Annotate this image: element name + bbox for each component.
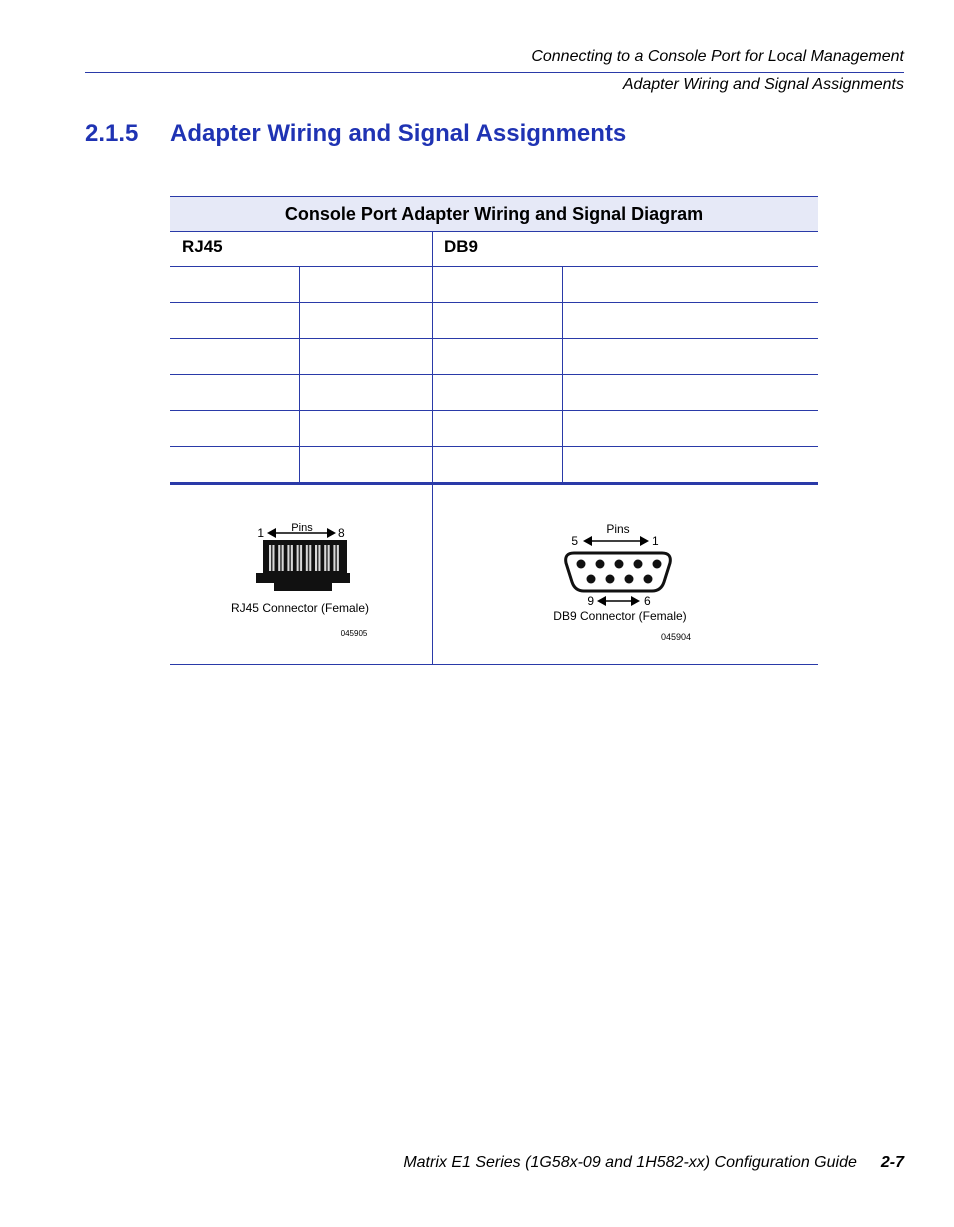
rj45-pins-label: Pins [291, 522, 313, 534]
column-header-rj45: RJ45 [182, 237, 223, 256]
section-number: 2.1.5 [85, 120, 139, 147]
table-body [170, 267, 818, 483]
rj45-connector-body [256, 540, 350, 591]
db9-pins-label: Pins [606, 522, 630, 536]
db9-bottom-pins-arrow [597, 596, 640, 606]
table-row [170, 339, 818, 375]
rj45-connector-figure [170, 485, 432, 664]
db9-connector-shell [566, 553, 671, 591]
running-header-section: Adapter Wiring and Signal Assignments [622, 76, 904, 93]
db9-pin-top-left: 5 [571, 534, 578, 548]
table-row [170, 375, 818, 411]
db9-connector-figure [432, 485, 818, 664]
connector-figures-row [170, 485, 818, 665]
running-header-chapter: Connecting to a Console Port for Local Management [531, 48, 904, 65]
db9-pin-top-right: 1 [652, 534, 659, 548]
table-caption: Console Port Adapter Wiring and Signal Diagram [170, 196, 818, 232]
table-row [170, 447, 818, 483]
rj45-caption: RJ45 Connector (Female) [230, 601, 370, 615]
rj45-pin-first: 1 [257, 526, 264, 540]
section-title: Adapter Wiring and Signal Assignments [170, 120, 627, 147]
section-heading [85, 120, 626, 148]
db9-caption: DB9 Connector (Female) [553, 609, 687, 623]
page-footer [403, 1154, 904, 1172]
db9-top-pins-arrow [583, 536, 649, 546]
table-row [170, 303, 818, 339]
rj45-figure-id: 045905 [340, 629, 368, 638]
rj45-pin-last: 8 [338, 526, 345, 540]
db9-figure-id: 045904 [660, 632, 692, 642]
page-number: 2-7 [880, 1154, 904, 1171]
db9-pin-bottom-left: 9 [587, 594, 594, 608]
header-rule [85, 72, 904, 73]
db9-pin-bottom-right: 6 [644, 594, 651, 608]
table-row [170, 411, 818, 447]
wiring-table [170, 196, 818, 665]
table-row [170, 267, 818, 303]
table-column-headers [170, 232, 818, 267]
footer-title: Matrix E1 Series (1G58x-09 and 1H582-xx) Configuration Guide [403, 1154, 857, 1171]
column-header-db9: DB9 [444, 237, 479, 256]
